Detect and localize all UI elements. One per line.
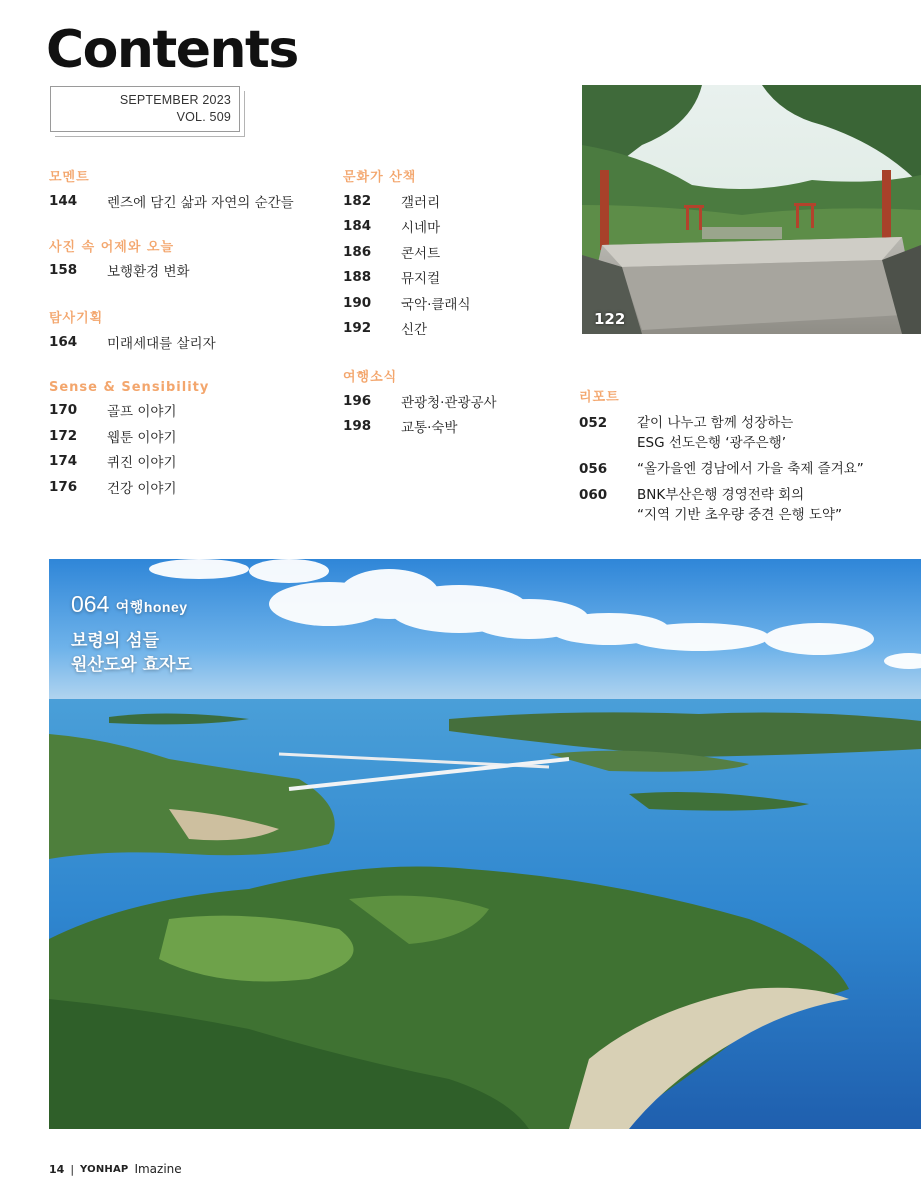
item-label: 시네마 (401, 220, 441, 237)
contents-column-1 (49, 166, 319, 500)
footer-page-number: 14 (49, 1162, 65, 1176)
item-label: 보행환경 변화 (107, 264, 190, 281)
shrine-altar-photo (582, 85, 921, 334)
issue-volume: VOL. 509 (176, 110, 231, 124)
page-number: 056 (579, 461, 608, 477)
page-number: 172 (49, 427, 78, 444)
item-label: 콘서트 (401, 245, 441, 262)
page-number: 164 (49, 333, 78, 350)
top-photo[interactable] (582, 85, 921, 334)
list-item[interactable] (49, 423, 319, 449)
item-label: 렌즈에 담긴 삶과 자연의 순간들 (107, 194, 294, 211)
footer-separator: | (70, 1162, 75, 1176)
list-item[interactable] (343, 290, 563, 316)
item-label: 퀴진 이야기 (107, 455, 177, 472)
issue-box (50, 86, 240, 132)
item-label: 뮤지컬 (401, 271, 441, 288)
page-number: 182 (343, 192, 372, 209)
section-heading-moment: 모멘트 (49, 170, 90, 185)
footer-brand-suffix: Imazine (134, 1162, 182, 1176)
item-label: 건강 이야기 (107, 480, 177, 497)
page-number: 176 (49, 478, 78, 495)
section-heading-sense: Sense & Sensibility (49, 379, 210, 395)
page-footer (49, 1162, 182, 1176)
section-heading-culture: 문화가 산책 (343, 170, 417, 185)
page-title: Contents (46, 20, 298, 80)
page-number: 170 (49, 402, 78, 419)
contents-column-2 (343, 166, 563, 439)
page-number: 196 (343, 392, 372, 409)
aerial-island-photo (49, 559, 921, 1129)
item-label: 신간 (401, 322, 428, 339)
photo-page-number: 122 (594, 310, 626, 328)
item-label: 교통·숙박 (401, 420, 458, 437)
item-label-line2: ESG 선도은행 ‘광주은행’ (637, 435, 787, 451)
list-item[interactable] (579, 413, 921, 453)
feature-title-line2: 원산도와 효자도 (71, 655, 192, 675)
item-label: 웹툰 이야기 (107, 429, 177, 446)
list-item[interactable] (49, 188, 319, 214)
section-heading-report: 리포트 (579, 390, 620, 405)
list-item[interactable] (49, 258, 319, 284)
item-label-line1: 같이 나누고 함께 성장하는 (637, 415, 794, 431)
feature-tag: 여행honey (115, 599, 188, 615)
page-number: 198 (343, 418, 372, 435)
item-label: 골프 이야기 (107, 404, 177, 421)
feature-page-number: 064 (71, 591, 110, 617)
section-heading-travel: 여행소식 (343, 370, 398, 385)
item-label: 갤러리 (401, 194, 441, 211)
page-number: 144 (49, 192, 78, 209)
list-item[interactable] (343, 214, 563, 240)
item-label-line1: BNK부산은행 경영전략 회의 (637, 487, 805, 503)
list-item[interactable] (343, 316, 563, 342)
list-item[interactable] (343, 388, 563, 414)
list-item[interactable] (579, 485, 921, 525)
issue-month: SEPTEMBER 2023 (119, 93, 231, 107)
footer-brand: YONHAP (80, 1163, 129, 1175)
list-item[interactable] (49, 474, 319, 500)
section-heading-special: 탐사기획 (49, 311, 104, 326)
list-item[interactable] (343, 188, 563, 214)
item-label: 미래세대를 살리자 (107, 335, 216, 352)
item-label-line2: “지역 기반 초우량 중견 은행 도약” (637, 507, 842, 523)
page-number: 186 (343, 243, 372, 260)
list-item[interactable] (49, 329, 319, 355)
list-item[interactable] (343, 414, 563, 440)
report-section (579, 386, 921, 531)
item-label: 관광청·관광공사 (401, 394, 497, 411)
list-item[interactable] (343, 265, 563, 291)
page-number: 188 (343, 269, 372, 286)
page-number: 190 (343, 294, 372, 311)
list-item[interactable] (579, 459, 921, 479)
list-item[interactable] (49, 398, 319, 424)
page-number: 174 (49, 453, 78, 470)
item-label: 국악·클래식 (401, 296, 471, 313)
page-number: 192 (343, 320, 372, 337)
list-item[interactable] (343, 239, 563, 265)
feature-photo[interactable] (49, 559, 921, 1129)
page-number: 158 (49, 262, 78, 279)
item-label-line1: “올가을엔 경남에서 가을 축제 즐겨요” (637, 461, 864, 477)
section-heading-photo: 사진 속 어제와 오늘 (49, 239, 175, 255)
feature-title-line1: 보령의 섬들 (71, 631, 160, 651)
page-number: 052 (579, 415, 608, 431)
feature-number (71, 591, 188, 618)
page-number: 060 (579, 487, 608, 503)
list-item[interactable] (49, 449, 319, 475)
page-number: 184 (343, 218, 372, 235)
